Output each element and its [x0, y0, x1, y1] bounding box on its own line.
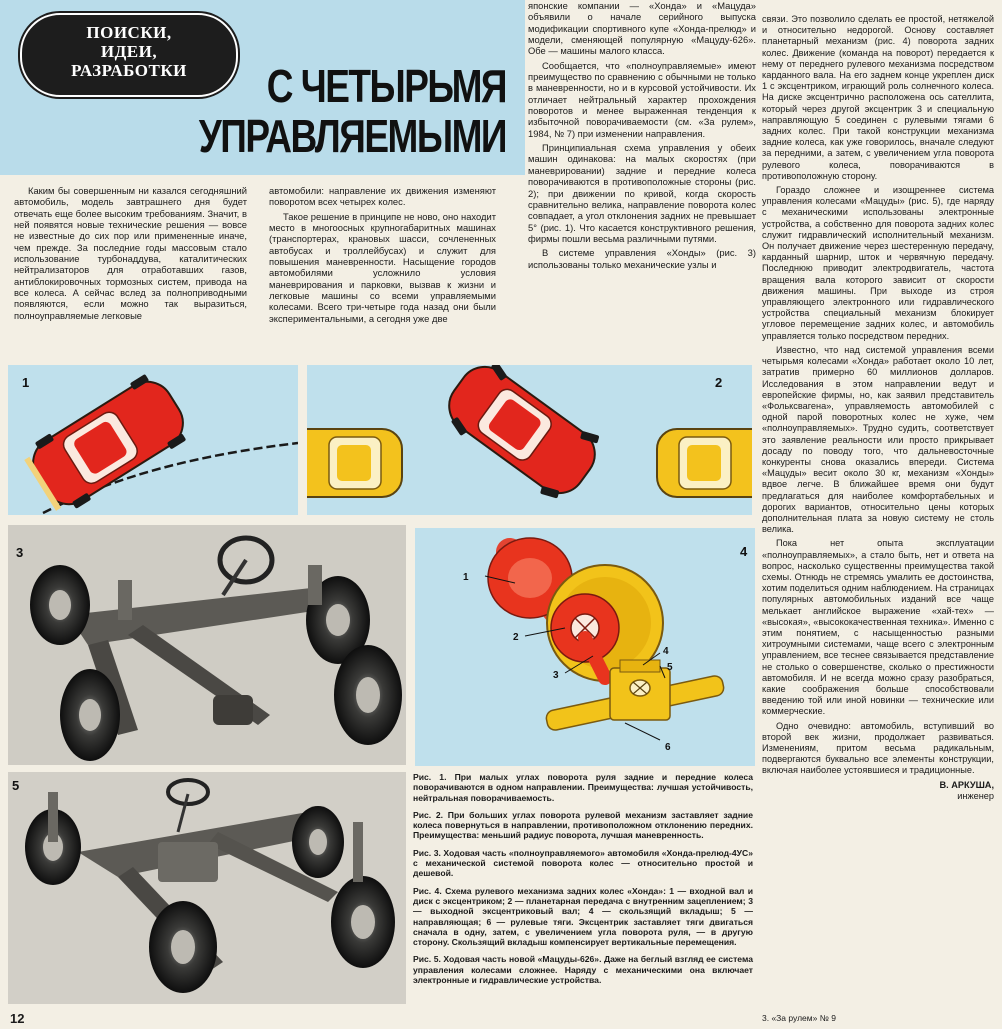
figure-1-illustration [8, 365, 298, 515]
title-line: УПРАВЛЯЕМЫМИ [198, 110, 506, 162]
paragraph: японские компании — «Хонда» и «Мацуда» объявили о начале серийного выпуска модификации спортивного купе «Хонда-прелюд» и модели, сменяющей популярную «Мацуду-626». Обе — машины малого класса. [528, 0, 756, 57]
rubric-line: РАЗРАБОТКИ [71, 61, 187, 80]
figure-2-illustration [307, 365, 752, 515]
caption-fig1: Рис. 1. При малых углах поворота руля задние и передние колеса поворачиваются в одном направлении. Преимущества: лучшая устойчивость, нейтральная поворачиваемость. [413, 772, 753, 803]
paragraph: В системе управления «Хонды» (рис. 3) использованы только механические узлы и [528, 247, 756, 270]
caption-fig5: Рис. 5. Ходовая часть новой «Мацуды-626». Даже на беглый взгляд ее система управления колесами сложнее. Наряду с механическими она включает электронные и гидравлические устройства. [413, 954, 753, 986]
paragraph: Принципиальная схема управления у обеих машин одинакова: на малых скоростях (при маневрировании) задние и передние колеса поворачиваются в противоположные стороны (рис. 2); при движении по кривой, когда скорость сравнительно велика, направление поворота колес совпадает, а угол отклонения задних не превышает 5° (рис. 1). Что касается конструктивного решения, фирмы пошли весьма различными путями. [528, 142, 756, 244]
caption-fig3: Рис. 3. Ходовая часть «полноуправляемого» автомобиля «Хонда-прелюд-4УС» с механической системой поворота колес — относительно простой и дешевой. [413, 847, 753, 879]
paragraph: связи. Это позволило сделать ее простой, нетяжелой и относительно недорогой. Основу составляет планетарный механизм (рис. 4) поворота задних колес. Движение (команда на поворот) передается к нему от переднего рулевого механизма посредством карданного вала. На его заднем конце укреплен диск 1 с эксцентриком, играющий роль солнечного колеса. На диске эксцентрично расположена ось сателлита, который через другой эксцентрик 3 и специальную направляющую 5 соединен с рулевыми тягами 6 задних колес. При такой конструкции механизма задние колеса, как уже говорилось, вначале следуют за передними, а затем, с увеличением угла поворота рулевого колеса, поворачиваются в противоположную сторону. [762, 14, 994, 181]
paragraph: Гораздо сложнее и изощреннее система управления колесами «Мацуды» (рис. 5), где наряду с механическими использованы электронные устройства, а собственно для поворота задних колес служит гидравлический исполнительный механизм. Он получает движение через шестеренную передачу, карданный шарнир, шток и червячную передачу. Последнюю приводит электродвигатель, частота вращения вала которого зависит от скорости движения машины. При выходе из строя управляющего электронного или гидравлического устройства специальный механизм блокирует угловое перемещение задних колес, и автомобиль управляется только посредством передних. [762, 185, 994, 341]
paragraph: Пока нет опыта эксплуатации «полноуправляемых», а стало быть, нет и ответа на вопрос, насколько существенны преимущества такой схемы. Отнюдь не стремясь умалить ее достоинства, хотим поделиться одним наблюдением. На страницах популярных автомобильных изданий все чаще мелькает английское выражение «хай-тех» — «высокая», «высококачественная техника». Именно с этим понятием, с насыщенностью разными хитроумными системами, чаще всего с электронным управлением, все теснее связывается представление не столько о совершенстве, сколько о престижности автомобиля. И не всегда можно сразу разобраться, какие соображения больше способствовали введению той или иной новинки — технические или коммерческие. [762, 538, 994, 717]
figure-3-illustration [8, 525, 406, 765]
callout-1: 1 [463, 572, 469, 583]
figure-3-photo [8, 525, 406, 765]
figure-number: 2 [715, 375, 723, 390]
text-column-2 [269, 185, 496, 327]
callout-4: 4 [663, 646, 669, 657]
article-title [186, 62, 506, 162]
figure-captions [413, 772, 753, 992]
rubric-line: ПОИСКИ, [86, 23, 172, 42]
paragraph: Такое решение в принципе не ново, оно находит место в многоосных крупногабаритных машинах (транспортерах, крановых шасси, сочлененных автобусах и троллейбусах) и служит для повышения маневренности. Насыщение городов автомобилями усложнило условия маневрирования и парковки, вызвав к жизни и легковые машины со всеми управляемыми колесами. Всего три-четыре года назад они были экспериментальными, а сегодня уже две [269, 210, 496, 324]
text-column-1 [14, 185, 247, 324]
figure-number: 1 [22, 375, 30, 390]
caption-fig4: Рис. 4. Схема рулевого механизма задних колес «Хонда»: 1 — входной вал и диск с эксцентриком; 2 — планетарная передача с внутренним зацеплением; 3 — выходной эксцентриковый вал; 4 — скользящий вкладыш; 5 — направляющая; 6 — рулевые тяги. Эксцентрик заставляет тяги двигаться сначала в одну, затем, с увеличением угла поворота руля, — в другую сторону. Скользящий вкладыш компенсирует вертикальные перемещения. [413, 885, 753, 948]
figure-4-illustration [415, 528, 755, 766]
callout-3: 3 [553, 670, 559, 681]
figure-number: 4 [740, 544, 748, 559]
figure-1 [8, 365, 298, 515]
footer-note: 3. «За рулем» № 9 [762, 1013, 836, 1023]
callout-5: 5 [667, 662, 673, 673]
paragraph: Каким бы совершенным ни казался сегодняшний автомобиль, модель завтрашнего дня будет отвечать еще более высоким требованиям. Значит, в ней появятся новые технические решения — вовсе не известные до сих пор или примененные иначе, чем прежде. За последние годы массовым стало использование турбонаддува, каталитических нейтрализаторов для отработавших газов, антиблокировочных тормозных систем, привода на все колеса. А сейчас вслед за полноприводными появляются, если можно так выразиться, полноуправляемые легковые [14, 185, 247, 321]
figure-2 [307, 365, 752, 515]
text-column-3 [528, 0, 756, 273]
paragraph: Известно, что над системой управления всеми четырьмя колесами «Хонда» работает около 10 лет, затратив примерно 60 миллионов долларов. Исследования в этом направлении ведут и европейские фирмы, но, как заявил представитель «Фольксвагена», управляемость автомобилей с одной парой поворотных колес не хуже, чем «полноуправляемых». Трудно судить, соответствует это заявление реальности или просто прикрывает досаду по поводу того, что дальневосточные конкуренты снова оказались впереди. Система «Мацуды» весит около 30 кг, механизм «Хонды» вдвое легче. В ближайшее время они будут предлагаться для наиболее комфортабельных и дорогих вариантов, относительно цены которых дополнительная плата за новую систему не столь велика. [762, 344, 994, 535]
figure-5-illustration [8, 772, 406, 1004]
paragraph: Сообщается, что «полноуправляемые» имеют преимущество по сравнению с обычными не только в маневренности, но и в курсовой устойчивости. Их отличает нейтральный характер прохождения поворотов и менее выраженная тенденция к избыточной поворачиваемости (см. «За рулем», 1984, № 7) при изменении направления. [528, 59, 756, 139]
author-role: инженер [957, 790, 994, 801]
figure-number: 3 [16, 545, 24, 560]
text-column-4 [762, 14, 994, 805]
callout-2: 2 [513, 632, 519, 643]
paragraph: Одно очевидно: автомобиль, вступивший во второй век жизни, продолжает развиваться. Изменениям, притом весьма радикальным, подвергаются буквально все элементы конструкции, включая наиболее устоявшиеся и традиционные. [762, 720, 994, 776]
page-number: 12 [10, 1011, 25, 1026]
figure-5-photo [8, 772, 406, 1004]
title-line: С ЧЕТЫРЬМЯ [266, 60, 506, 112]
paragraph: автомобили: направление их движения изменяют поворотом всех четырех колес. [269, 185, 496, 208]
caption-fig2: Рис. 2. При больших углах поворота рулевой механизм заставляет задние колеса повернуться в направлении, противоположном отклонению передних. Преимущества: меньший радиус поворота, лучшая маневренность. [413, 809, 753, 841]
author-name: В. АРКУША, [939, 779, 994, 790]
figure-number: 5 [12, 778, 20, 793]
callout-6: 6 [665, 742, 671, 753]
rubric-line: ИДЕИ, [100, 42, 158, 61]
figure-4 [415, 528, 755, 766]
